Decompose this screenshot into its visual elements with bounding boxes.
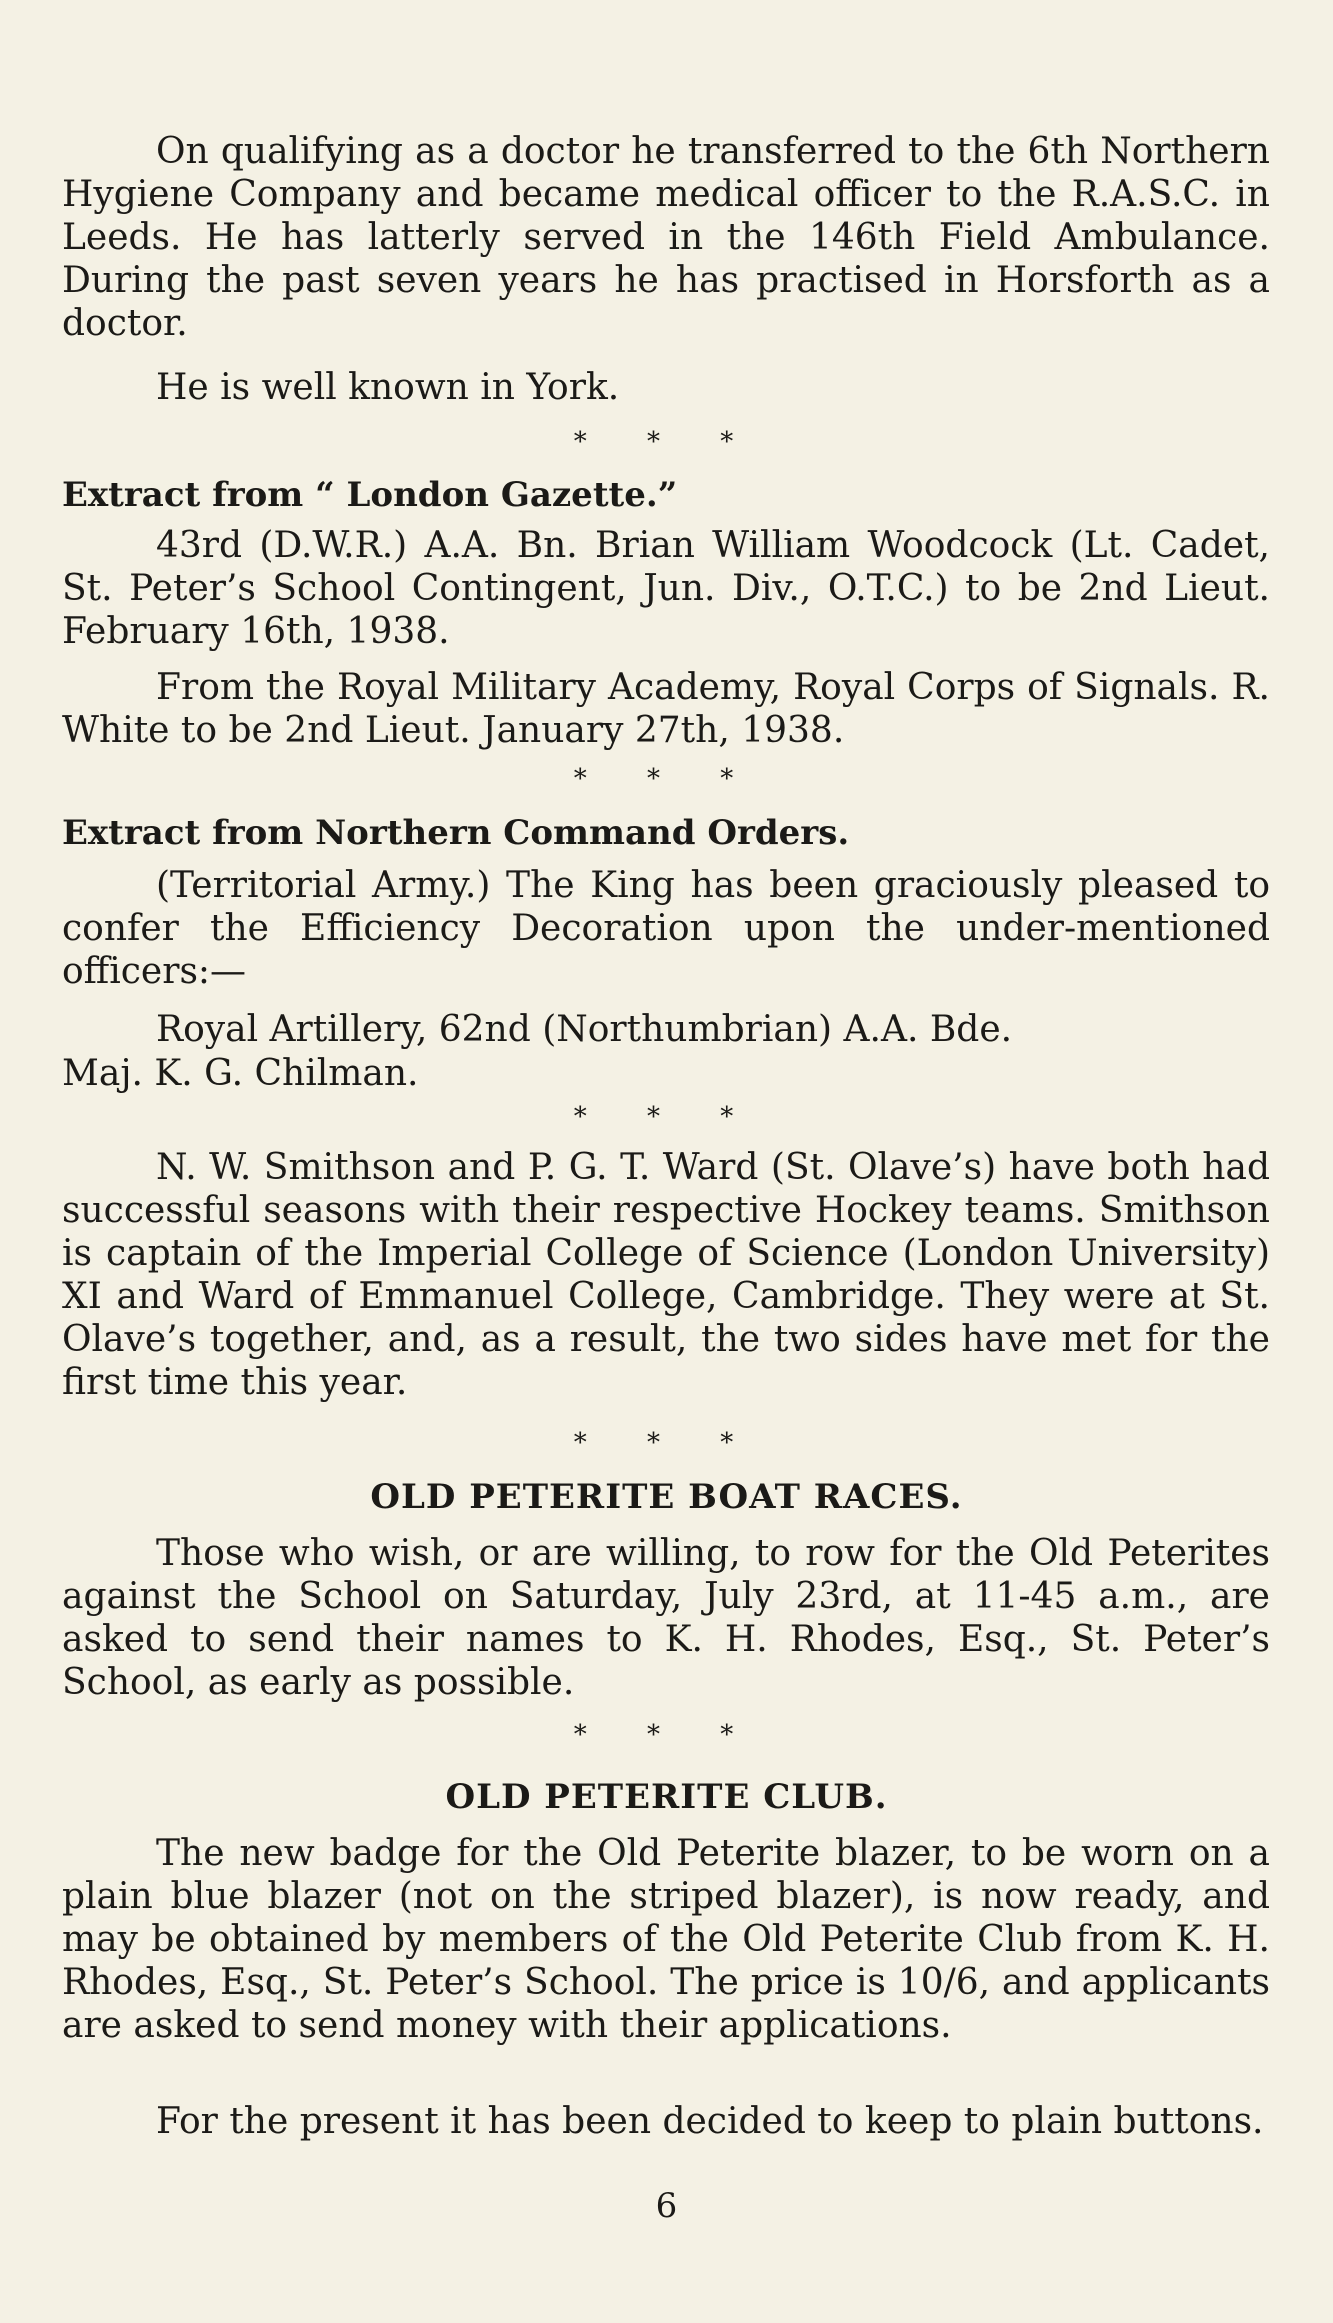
paragraph-gazette-white: From the Royal Military Academy, Royal Corps of Signals. R. White to be 2nd Lieut. January 27th, 1938. (62, 667, 1270, 751)
separator-stars: * * * (573, 427, 760, 457)
paragraph-gazette-woodcock: 43rd (D.W.R.) A.A. Bn. Brian William Woodcock (Lt. Cadet, St. Peter’s School Contingent, Jun. Div., O.T.C.) to be 2nd Lieut. February 16th, 1938. (62, 525, 1270, 652)
paragraph-boat-races: Those who wish, or are willing, to row for the Old Peterites against the School on Saturday, July 23rd, at 11-45 a.m., are asked to send their names to K. H. Rhodes, Esq., St. Peter’s School, as early as possible. (62, 1533, 1270, 1703)
separator-stars: * * * (573, 1720, 760, 1750)
paragraph-northern-command: (Territorial Army.) The King has been graciously pleased to confer the Efficiency Decoration upon the under-mentioned officers:— (62, 865, 1270, 992)
separator-stars: * * * (573, 764, 760, 794)
paragraph-club-badge: The new badge for the Old Peterite blazer, to be worn on a plain blue blazer (not on the striped blazer), is now ready, and may be obtained by members of the Old Peterite Club from K. H. Rhodes, Esq., St. Peter’s School. The price is 10/6, and applicants are asked to send money with their applications. (62, 1833, 1270, 2046)
paragraph-qualifying: On qualifying as a doctor he transferred to the 6th Northern Hygiene Company and became medical officer to the R.A.S.C. in Leeds. He has latterly served in the 146th Field Ambulance. During the past seven years he has practised in Horsforth as a doctor. (62, 131, 1270, 344)
heading-london-gazette: Extract from “ London Gazette.” (62, 475, 678, 515)
separator-stars: * * * (573, 1102, 760, 1132)
northern-line-chilman: Maj. K. G. Chilman. (62, 1053, 419, 1094)
heading-northern-command: Extract from Northern Command Orders. (62, 813, 850, 853)
page-number: 6 (655, 2186, 678, 2226)
paragraph-club-buttons: For the present it has been decided to keep to plain buttons. (156, 2101, 1264, 2142)
paragraph-hockey: N. W. Smithson and P. G. T. Ward (St. Olave’s) have both had successful seasons with their respective Hockey teams. Smithson is captain of the Imperial College of Science (London University) XI and Ward of Emmanuel College, Cambridge. They were at St. Olave’s together, and, as a result, the two sides have met for the first time this year. (62, 1147, 1270, 1403)
heading-boat-races: OLD PETERITE BOAT RACES. (370, 1477, 963, 1517)
paragraph-known-in-york: He is well known in York. (156, 367, 620, 408)
heading-peterite-club: OLD PETERITE CLUB. (445, 1777, 888, 1817)
separator-stars: * * * (573, 1428, 760, 1458)
northern-line-royal-artillery: Royal Artillery, 62nd (Northumbrian) A.A. Bde. (156, 1009, 1013, 1050)
